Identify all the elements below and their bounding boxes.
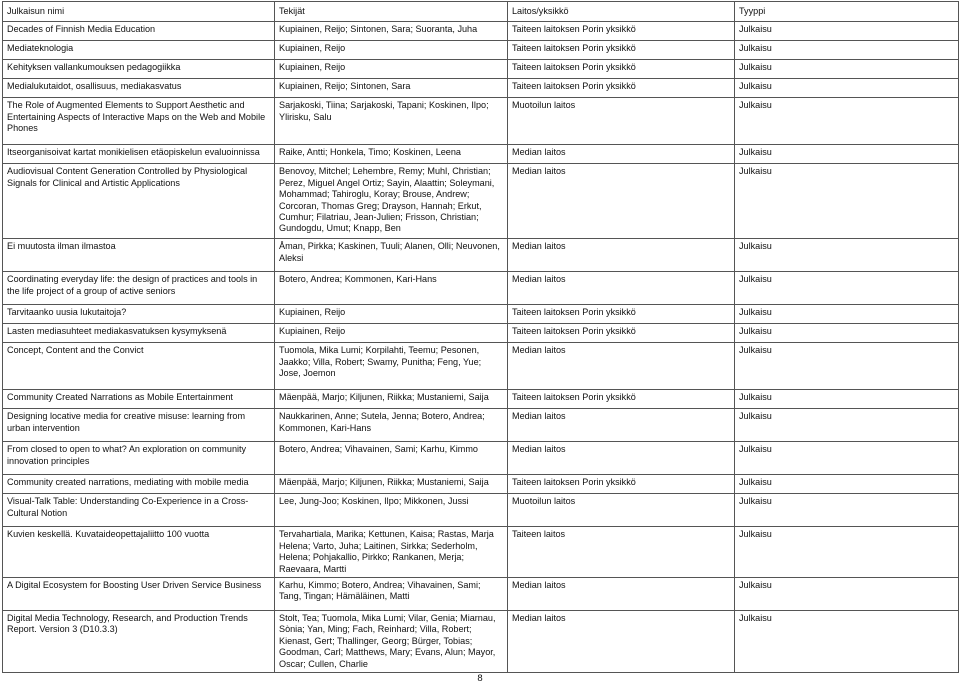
table-body: [3, 22, 959, 673]
table-row: [3, 578, 959, 611]
cell-department: Median laitos: [508, 343, 735, 390]
cell-authors: Stolt, Tea; Tuomola, Mika Lumi; Vilar, Genia; Miarnau, Sònia; Yan, Ming; Fach, Reinhard; Villa, Robert; Kienast, Gert; Thallinger, Georg; Bürger, Tobias; Goodman, Carl; Matthews, Mary; Evans, Alun; Mayor, Oscar; Cullen, Charlie: [275, 611, 508, 673]
cell-authors: Raike, Antti; Honkela, Timo; Koskinen, Leena: [275, 145, 508, 164]
cell-type: Julkaisu: [735, 41, 959, 60]
cell-type: Julkaisu: [735, 164, 959, 239]
cell-department: Median laitos: [508, 409, 735, 442]
cell-authors: Mäenpää, Marjo; Kiljunen, Riikka; Mustaniemi, Saija: [275, 475, 508, 494]
cell-department: Muotoilun laitos: [508, 98, 735, 145]
table-row: [3, 41, 959, 60]
cell-authors: Lee, Jung-Joo; Koskinen, Ilpo; Mikkonen, Jussi: [275, 494, 508, 527]
publications-table: [2, 1, 959, 673]
table-row: [3, 22, 959, 41]
cell-authors: Mäenpää, Marjo; Kiljunen, Riikka; Mustaniemi, Saija: [275, 390, 508, 409]
table-row: [3, 442, 959, 475]
cell-department: Median laitos: [508, 611, 735, 673]
cell-title: Kehityksen vallankumouksen pedagogiikka: [3, 60, 275, 79]
table-row: [3, 527, 959, 578]
cell-type: Julkaisu: [735, 145, 959, 164]
table-row: [3, 409, 959, 442]
cell-title: Ei muutosta ilman ilmastoa: [3, 239, 275, 272]
cell-department: Median laitos: [508, 578, 735, 611]
cell-title: Itseorganisoivat kartat monikielisen etäopiskelun evaluoinnissa: [3, 145, 275, 164]
cell-authors: Kupiainen, Reijo; Sintonen, Sara; Suoranta, Juha: [275, 22, 508, 41]
cell-title: Tarvitaanko uusia lukutaitoja?: [3, 305, 275, 324]
cell-type: Julkaisu: [735, 239, 959, 272]
cell-department: Median laitos: [508, 272, 735, 305]
cell-department: Taiteen laitoksen Porin yksikkö: [508, 22, 735, 41]
cell-title: A Digital Ecosystem for Boosting User Driven Service Business: [3, 578, 275, 611]
cell-authors: Kupiainen, Reijo: [275, 41, 508, 60]
cell-department: Taiteen laitoksen Porin yksikkö: [508, 390, 735, 409]
cell-authors: Kupiainen, Reijo: [275, 324, 508, 343]
table-row: [3, 60, 959, 79]
cell-type: Julkaisu: [735, 578, 959, 611]
cell-title: Mediateknologia: [3, 41, 275, 60]
cell-title: Designing locative media for creative misuse: learning from urban intervention: [3, 409, 275, 442]
cell-title: Digital Media Technology, Research, and Production Trends Report. Version 3 (D10.3.3): [3, 611, 275, 673]
table-row: [3, 145, 959, 164]
cell-title: Decades of Finnish Media Education: [3, 22, 275, 41]
table-row: [3, 494, 959, 527]
cell-type: Julkaisu: [735, 305, 959, 324]
table-row: [3, 239, 959, 272]
header-authors: Tekijät: [275, 2, 508, 22]
cell-type: Julkaisu: [735, 611, 959, 673]
cell-type: Julkaisu: [735, 98, 959, 145]
cell-title: Audiovisual Content Generation Controlled by Physiological Signals for Clinical and Artistic Applications: [3, 164, 275, 239]
table-row: [3, 305, 959, 324]
cell-type: Julkaisu: [735, 272, 959, 305]
cell-type: Julkaisu: [735, 409, 959, 442]
cell-department: Taiteen laitoksen Porin yksikkö: [508, 324, 735, 343]
cell-title: The Role of Augmented Elements to Support Aesthetic and Entertaining Aspects of Interactive Maps on the Web and Mobile Phones: [3, 98, 275, 145]
cell-type: Julkaisu: [735, 22, 959, 41]
cell-title: Coordinating everyday life: the design of practices and tools in the life project of a group of active seniors: [3, 272, 275, 305]
cell-title: Community Created Narrations as Mobile Entertainment: [3, 390, 275, 409]
cell-department: Median laitos: [508, 145, 735, 164]
cell-type: Julkaisu: [735, 79, 959, 98]
cell-authors: Kupiainen, Reijo: [275, 305, 508, 324]
page-number: 8: [477, 673, 483, 684]
cell-department: Taiteen laitoksen Porin yksikkö: [508, 305, 735, 324]
table-row: [3, 475, 959, 494]
cell-department: Taiteen laitoksen Porin yksikkö: [508, 60, 735, 79]
cell-type: Julkaisu: [735, 343, 959, 390]
cell-department: Median laitos: [508, 442, 735, 475]
cell-authors: Karhu, Kimmo; Botero, Andrea; Vihavainen, Sami; Tang, Tingan; Hämäläinen, Matti: [275, 578, 508, 611]
cell-type: Julkaisu: [735, 324, 959, 343]
cell-department: Taiteen laitoksen Porin yksikkö: [508, 41, 735, 60]
cell-authors: Naukkarinen, Anne; Sutela, Jenna; Botero, Andrea; Kommonen, Kari-Hans: [275, 409, 508, 442]
table-row: [3, 98, 959, 145]
cell-authors: Kupiainen, Reijo: [275, 60, 508, 79]
cell-title: Concept, Content and the Convict: [3, 343, 275, 390]
cell-authors: Kupiainen, Reijo; Sintonen, Sara: [275, 79, 508, 98]
cell-authors: Åman, Pirkka; Kaskinen, Tuuli; Alanen, Olli; Neuvonen, Aleksi: [275, 239, 508, 272]
header-title: Julkaisun nimi: [3, 2, 275, 22]
cell-authors: Tuomola, Mika Lumi; Korpilahti, Teemu; Pesonen, Jaakko; Villa, Robert; Swamy, Punitha; Feng, Yue; Jose, Joemon: [275, 343, 508, 390]
table-row: [3, 164, 959, 239]
cell-authors: Benovoy, Mitchel; Lehembre, Remy; Muhl, Christian; Perez, Miguel Angel Ortiz; Sayin, Alaattin; Soleymani, Mohammad; Tahiroglu, Koray; Brouse, Andrew; Corcoran, Thomas Greg; Drayson, Hannah; Erkut, Cumhur; Filatriau, Jean-Julien; Frisson, Christian; Gundogdu, Umut; Knapp, Ben: [275, 164, 508, 239]
table-row: [3, 611, 959, 673]
cell-department: Median laitos: [508, 239, 735, 272]
cell-department: Muotoilun laitos: [508, 494, 735, 527]
table-row: [3, 343, 959, 390]
table-row: [3, 272, 959, 305]
cell-type: Julkaisu: [735, 494, 959, 527]
cell-type: Julkaisu: [735, 442, 959, 475]
table-row: [3, 324, 959, 343]
table-row: [3, 390, 959, 409]
cell-type: Julkaisu: [735, 527, 959, 578]
cell-authors: Tervahartiala, Marika; Kettunen, Kaisa; Rastas, Marja Helena; Varto, Juha; Laitinen, Sirkka; Sederholm, Helena; Pohjakallio, Pirkko; Rankanen, Merja; Raevaara, Martti: [275, 527, 508, 578]
cell-department: Median laitos: [508, 164, 735, 239]
header-row: [3, 2, 959, 22]
cell-type: Julkaisu: [735, 390, 959, 409]
header-type: Tyyppi: [735, 2, 959, 22]
cell-title: From closed to open to what? An exploration on community innovation principles: [3, 442, 275, 475]
cell-title: Medialukutaidot, osallisuus, mediakasvatus: [3, 79, 275, 98]
cell-authors: Botero, Andrea; Vihavainen, Sami; Karhu, Kimmo: [275, 442, 508, 475]
cell-authors: Sarjakoski, Tiina; Sarjakoski, Tapani; Koskinen, Ilpo; Ylirisku, Salu: [275, 98, 508, 145]
cell-department: Taiteen laitoksen Porin yksikkö: [508, 79, 735, 98]
cell-department: Taiteen laitoksen Porin yksikkö: [508, 475, 735, 494]
cell-title: Community created narrations, mediating with mobile media: [3, 475, 275, 494]
header-department: Laitos/yksikkö: [508, 2, 735, 22]
cell-department: Taiteen laitos: [508, 527, 735, 578]
table-row: [3, 79, 959, 98]
cell-authors: Botero, Andrea; Kommonen, Kari-Hans: [275, 272, 508, 305]
cell-title: Visual-Talk Table: Understanding Co-Experience in a Cross-Cultural Notion: [3, 494, 275, 527]
cell-title: Kuvien keskellä. Kuvataideopettajaliitto 100 vuotta: [3, 527, 275, 578]
cell-type: Julkaisu: [735, 60, 959, 79]
cell-title: Lasten mediasuhteet mediakasvatuksen kysymyksenä: [3, 324, 275, 343]
cell-type: Julkaisu: [735, 475, 959, 494]
